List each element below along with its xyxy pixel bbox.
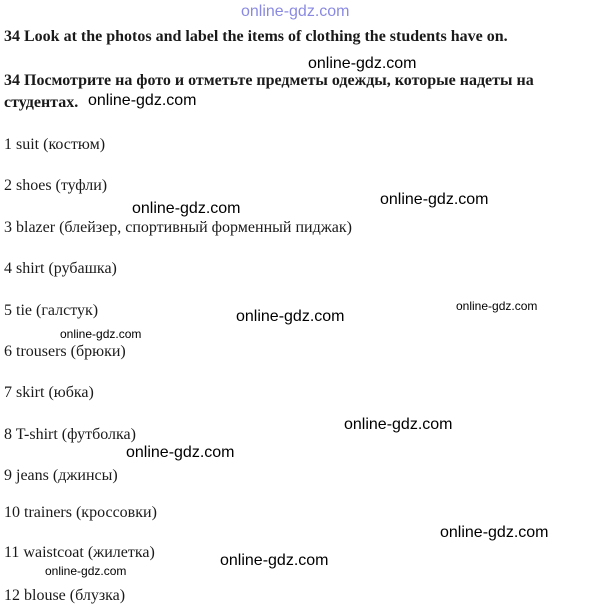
watermark-top: online-gdz.com: [241, 3, 350, 20]
list-item-10: 10 trainers (кроссовки): [4, 504, 157, 521]
list-item-11: 11 waistcoat (жилетка): [4, 544, 155, 561]
watermark: online-gdz.com: [440, 524, 549, 541]
watermark: online-gdz.com: [220, 552, 329, 569]
watermark: online-gdz.com: [126, 444, 235, 461]
list-item-6: 6 trousers (брюки): [4, 343, 126, 360]
watermark: online-gdz.com: [380, 191, 489, 208]
list-item-8: 8 T-shirt (футболка): [4, 426, 136, 443]
heading-english: 34 Look at the photos and label the items of clothing the students have on.: [4, 28, 508, 45]
watermark: online-gdz.com: [88, 92, 197, 109]
heading-russian-line1: 34 Посмотрите на фото и отметьте предметы одежды, которые надеты на: [4, 72, 534, 89]
heading-russian-line2: студентах.: [4, 94, 79, 111]
watermark: online-gdz.com: [45, 564, 127, 578]
list-item-7: 7 skirt (юбка): [4, 384, 94, 401]
list-item-2: 2 shoes (туфли): [4, 177, 108, 194]
watermark: online-gdz.com: [60, 327, 142, 341]
list-item-3: 3 blazer (блейзер, спортивный форменный пиджак): [4, 219, 352, 236]
list-item-5: 5 tie (галстук): [4, 302, 99, 319]
list-item-4: 4 shirt (рубашка): [4, 260, 117, 277]
watermark: online-gdz.com: [236, 308, 345, 325]
watermark: online-gdz.com: [456, 299, 538, 313]
watermark: online-gdz.com: [308, 55, 417, 72]
list-item-9: 9 jeans (джинсы): [4, 467, 118, 484]
watermark: online-gdz.com: [132, 200, 241, 217]
watermark: online-gdz.com: [344, 416, 453, 433]
list-item-1: 1 suit (костюм): [4, 136, 106, 153]
list-item-12: 12 blouse (блузка): [4, 587, 126, 604]
